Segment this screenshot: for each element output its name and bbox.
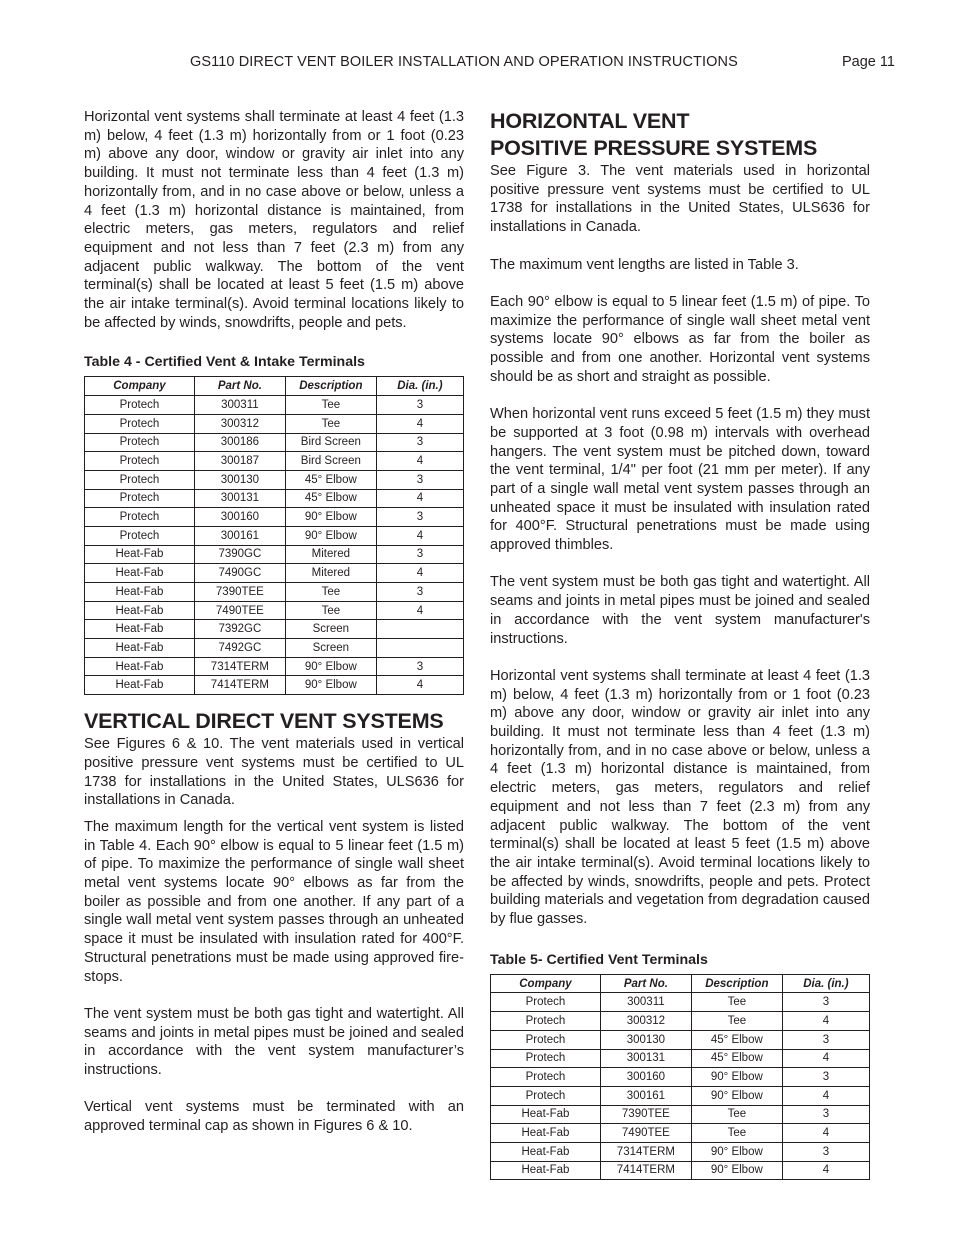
table-cell-description: Tee	[691, 993, 782, 1012]
table-cell-description: 45° Elbow	[285, 489, 376, 508]
table-row	[85, 414, 464, 433]
table-cell-company: Protech	[491, 1030, 601, 1049]
table-cell-diameter: 3	[376, 545, 463, 564]
table-cell-company: Protech	[85, 452, 195, 471]
table-cell-diameter: 3	[376, 396, 463, 415]
table-cell-part-no: 300187	[194, 452, 285, 471]
table-cell-company: Protech	[491, 1068, 601, 1087]
table-cell-description: Mitered	[285, 545, 376, 564]
horizontal-termination-paragraph: Horizontal vent systems shall terminate at least 4 feet (1.3 m) below, 4 feet (1.3 m) horizontally from or 1 foot (0.23 m) above any door, window or gravity air inlet into any building. It must not terminate less than 4 feet (1.3 m) horizontally from, and in no case above or below, unless a 4 feet (1.3 m) horizontal distance is maintained, from electric meters, gas meters, regulators and relief equipment and not less than 7 feet (2.3 m) from any adjacent public walkway. The bottom of the vent terminal(s) shall be located at least 5 feet (1.5 m) above the air intake terminal(s). Avoid terminal locations likely to be affected by winds, snowdrifts, people and pets. Protect building materials and vegetation from degradation caused by flue gasses.	[490, 667, 870, 928]
table-cell-description: 90° Elbow	[691, 1068, 782, 1087]
table-cell-description: Tee	[285, 583, 376, 602]
table-cell-part-no: 300312	[194, 414, 285, 433]
table-cell-description: Mitered	[285, 564, 376, 583]
table-cell-company: Heat-Fab	[85, 657, 195, 676]
table-cell-company: Protech	[85, 489, 195, 508]
page-number: Page 11	[842, 54, 895, 70]
table-cell-part-no: 7390GC	[194, 545, 285, 564]
table-cell-company: Heat-Fab	[85, 583, 195, 602]
table-cell-diameter: 4	[782, 1086, 869, 1105]
table-cell-diameter	[376, 620, 463, 639]
table-cell-diameter: 3	[376, 470, 463, 489]
table-cell-company: Heat-Fab	[85, 620, 195, 639]
table-row	[85, 489, 464, 508]
table-cell-description: Tee	[285, 601, 376, 620]
table-cell-diameter: 4	[376, 489, 463, 508]
table-cell-part-no: 300160	[600, 1068, 691, 1087]
table-cell-diameter: 4	[782, 1049, 869, 1068]
table-cell-diameter: 4	[376, 676, 463, 695]
table-cell-company: Protech	[491, 993, 601, 1012]
table-row	[85, 452, 464, 471]
table-cell-diameter: 4	[376, 601, 463, 620]
table-cell-diameter: 3	[376, 583, 463, 602]
table-row	[85, 526, 464, 545]
table-cell-part-no: 7314TERM	[600, 1142, 691, 1161]
vertical-termination-paragraph: Vertical vent systems must be terminated with an approved terminal cap as shown in Figures 6 & 10.	[84, 1099, 464, 1135]
table5-certified-vent-terminals	[490, 974, 870, 1181]
table-cell-part-no: 300186	[194, 433, 285, 452]
table-cell-company: Protech	[85, 508, 195, 527]
table-row	[491, 1161, 870, 1180]
table-row	[491, 1105, 870, 1124]
table4-caption: Table 4 - Certified Vent & Intake Terminals	[84, 354, 365, 371]
table-cell-description: 90° Elbow	[691, 1086, 782, 1105]
horizontal-termination-paragraph: Horizontal vent systems shall terminate at least 4 feet (1.3 m) below, 4 feet (1.3 m) horizontally from or 1 foot (0.23 m) above any door, window or gravity air inlet into any building. It must not terminate less than 4 feet (1.3 m) horizontally from, and in no case above or below, unless a 4 feet (1.3 m) horizontal distance is maintained, from electric meters, gas meters, regulators and relief equipment and not less than 7 feet (2.3 m) from any adjacent public walkway. The bottom of the vent terminal(s) shall be located at least 5 feet (1.5 m) above the air intake terminal(s). Avoid terminal locations likely to be affected by winds, snowdrifts, people and pets.	[84, 109, 464, 331]
table-cell-company: Heat-Fab	[85, 564, 195, 583]
horizontal-materials-paragraph: See Figure 3. The vent materials used in horizontal positive pressure vent systems must be certified to UL 1738 for installations in the United States, ULS636 for installations in Canada.	[490, 163, 870, 236]
table-cell-description: Tee	[285, 396, 376, 415]
table-cell-company: Protech	[85, 526, 195, 545]
table5-body	[491, 993, 870, 1180]
horizontal-vent-heading-line1: HORIZONTAL VENT	[490, 109, 690, 133]
table-cell-company: Heat-Fab	[491, 1161, 601, 1180]
table-cell-description: Tee	[691, 1105, 782, 1124]
table-row	[491, 1124, 870, 1143]
table-cell-part-no: 300161	[194, 526, 285, 545]
table-cell-description: Tee	[691, 1012, 782, 1031]
table-row	[85, 620, 464, 639]
table-row	[491, 1068, 870, 1087]
table-cell-part-no: 300130	[600, 1030, 691, 1049]
table-cell-company: Heat-Fab	[85, 639, 195, 658]
table-cell-description: 90° Elbow	[691, 1142, 782, 1161]
table-cell-diameter: 3	[782, 993, 869, 1012]
vertical-max-length-paragraph: The maximum length for the vertical vent system is listed in Table 4. Each 90° elbow is equal to 5 linear feet (1.5 m) of pipe. To maximize the performance of single wall sheet metal vent systems locate 90° elbows as far from the boiler as possible and from one another. If any part of a single wall metal vent system passes through an unheated space it must be insulated with insulation rated for 400°F. Structural penetrations must be made using approved fire-stops.	[84, 818, 464, 985]
table4-header-diameter: Dia. (in.)	[376, 377, 463, 396]
table-cell-diameter: 3	[782, 1030, 869, 1049]
table-cell-diameter: 4	[376, 526, 463, 545]
table5-header-diameter: Dia. (in.)	[782, 974, 869, 993]
vertical-direct-vent-heading: VERTICAL DIRECT VENT SYSTEMS	[84, 709, 444, 734]
table-cell-company: Protech	[85, 414, 195, 433]
table-cell-part-no: 300160	[194, 508, 285, 527]
table-row	[85, 657, 464, 676]
table5-header-row	[491, 974, 870, 993]
horizontal-max-length-paragraph: The maximum vent lengths are listed in Table 3.	[490, 256, 799, 273]
table-cell-company: Heat-Fab	[85, 545, 195, 564]
table5-header-company: Company	[491, 974, 601, 993]
table-cell-description: 90° Elbow	[285, 657, 376, 676]
table-cell-part-no: 7490TEE	[600, 1124, 691, 1143]
table4-header-part-no: Part No.	[194, 377, 285, 396]
table-cell-description: 90° Elbow	[285, 676, 376, 695]
table-cell-description: Tee	[285, 414, 376, 433]
table-cell-diameter: 3	[376, 508, 463, 527]
table-cell-diameter: 3	[782, 1105, 869, 1124]
table-cell-diameter: 4	[376, 452, 463, 471]
table-cell-part-no: 300131	[194, 489, 285, 508]
table-row	[85, 583, 464, 602]
table4-header-row	[85, 377, 464, 396]
table-cell-diameter: 4	[782, 1012, 869, 1031]
table-cell-description: Tee	[691, 1124, 782, 1143]
table-row	[491, 1012, 870, 1031]
table4-certified-vent-intake-terminals	[84, 376, 464, 695]
table4-header-description: Description	[285, 377, 376, 396]
table-cell-description: 90° Elbow	[285, 526, 376, 545]
table-row	[491, 1086, 870, 1105]
table-cell-part-no: 300311	[600, 993, 691, 1012]
table-cell-part-no: 7492GC	[194, 639, 285, 658]
table-cell-description: 90° Elbow	[691, 1161, 782, 1180]
table-row	[85, 564, 464, 583]
table-cell-description: Screen	[285, 639, 376, 658]
table-row	[85, 508, 464, 527]
table-cell-diameter: 4	[376, 414, 463, 433]
table-row	[491, 1049, 870, 1068]
table-cell-part-no: 7490TEE	[194, 601, 285, 620]
table-cell-company: Heat-Fab	[85, 601, 195, 620]
table-cell-description: 45° Elbow	[691, 1030, 782, 1049]
table-cell-company: Heat-Fab	[491, 1124, 601, 1143]
table-cell-description: 45° Elbow	[285, 470, 376, 489]
table-cell-part-no: 7314TERM	[194, 657, 285, 676]
table-cell-diameter: 3	[782, 1068, 869, 1087]
table-row	[85, 396, 464, 415]
table-cell-part-no: 300312	[600, 1012, 691, 1031]
table-cell-part-no: 7414TERM	[600, 1161, 691, 1180]
table-row	[491, 1142, 870, 1161]
table-cell-description: 45° Elbow	[691, 1049, 782, 1068]
table4-body	[85, 396, 464, 695]
table-cell-diameter: 3	[376, 433, 463, 452]
table4-header-company: Company	[85, 377, 195, 396]
table-cell-company: Protech	[491, 1012, 601, 1031]
table-cell-part-no: 7390TEE	[600, 1105, 691, 1124]
table-cell-part-no: 300131	[600, 1049, 691, 1068]
table-cell-description: Bird Screen	[285, 452, 376, 471]
table-cell-company: Protech	[85, 433, 195, 452]
table-cell-part-no: 7490GC	[194, 564, 285, 583]
table-cell-diameter: 3	[376, 657, 463, 676]
vertical-gas-tight-paragraph: The vent system must be both gas tight and watertight. All seams and joints in metal pipes must be joined and sealed in accordance with the vent system manufacturer’s instructions.	[84, 1005, 464, 1079]
table-cell-company: Heat-Fab	[491, 1105, 601, 1124]
horizontal-gas-tight-paragraph: The vent system must be both gas tight and watertight. All seams and joints in metal pipes must be joined and sealed in accordance with the vent system manufacturer's instructions.	[490, 574, 870, 647]
table-cell-diameter: 3	[782, 1142, 869, 1161]
table-cell-part-no: 300311	[194, 396, 285, 415]
table-cell-diameter: 4	[782, 1161, 869, 1180]
table-cell-company: Heat-Fab	[491, 1142, 601, 1161]
table-cell-description: Screen	[285, 620, 376, 639]
table-cell-part-no: 7414TERM	[194, 676, 285, 695]
document-header-title: GS110 DIRECT VENT BOILER INSTALLATION AND OPERATION INSTRUCTIONS	[190, 54, 738, 70]
table-cell-diameter	[376, 639, 463, 658]
table-row	[85, 470, 464, 489]
table-cell-company: Heat-Fab	[85, 676, 195, 695]
table-row	[491, 993, 870, 1012]
table-cell-part-no: 300161	[600, 1086, 691, 1105]
table-row	[85, 676, 464, 695]
table-row	[85, 601, 464, 620]
horizontal-vent-heading	[490, 108, 870, 162]
table-cell-part-no: 300130	[194, 470, 285, 489]
horizontal-elbow-paragraph: Each 90° elbow is equal to 5 linear feet (1.5 m) of pipe. To maximize the performance of single wall sheet metal vent systems locate 90° elbows as far from the boiler as possible and from one another. Horizontal vent systems should be as short and straight as possible.	[490, 293, 870, 385]
table-cell-company: Protech	[491, 1086, 601, 1105]
table-cell-part-no: 7390TEE	[194, 583, 285, 602]
table-row	[85, 639, 464, 658]
right-column	[490, 108, 870, 1180]
table5-header-description: Description	[691, 974, 782, 993]
vertical-materials-paragraph: See Figures 6 & 10. The vent materials used in vertical positive pressure vent systems must be certified to UL 1738 for installations in the United States, ULS636 for installations in Canada.	[84, 736, 464, 809]
table5-caption: Table 5- Certified Vent Terminals	[490, 951, 708, 968]
table-cell-company: Protech	[85, 396, 195, 415]
table-cell-description: 90° Elbow	[285, 508, 376, 527]
horizontal-support-paragraph: When horizontal vent runs exceed 5 feet (1.5 m) they must be supported at 3 foot (0.98 m) intervals with overhead hangers. The vent system must be pitched down, toward the vent terminal, 1/4" per foot (21 mm per meter). If any part of a single wall metal vent system passes through an unheated space it must be insulated with insulation rated for 400°F. Structural penetrations must be made using approved thimbles.	[490, 406, 870, 554]
table-row	[491, 1030, 870, 1049]
table-cell-description: Bird Screen	[285, 433, 376, 452]
table-cell-company: Protech	[85, 470, 195, 489]
table-cell-diameter: 4	[376, 564, 463, 583]
table5-header-part-no: Part No.	[600, 974, 691, 993]
table-row	[85, 433, 464, 452]
table-cell-diameter: 4	[782, 1124, 869, 1143]
table-cell-company: Protech	[491, 1049, 601, 1068]
left-column	[84, 108, 464, 1136]
table-cell-part-no: 7392GC	[194, 620, 285, 639]
table-row	[85, 545, 464, 564]
horizontal-vent-heading-line2: POSITIVE PRESSURE SYSTEMS	[490, 136, 818, 160]
